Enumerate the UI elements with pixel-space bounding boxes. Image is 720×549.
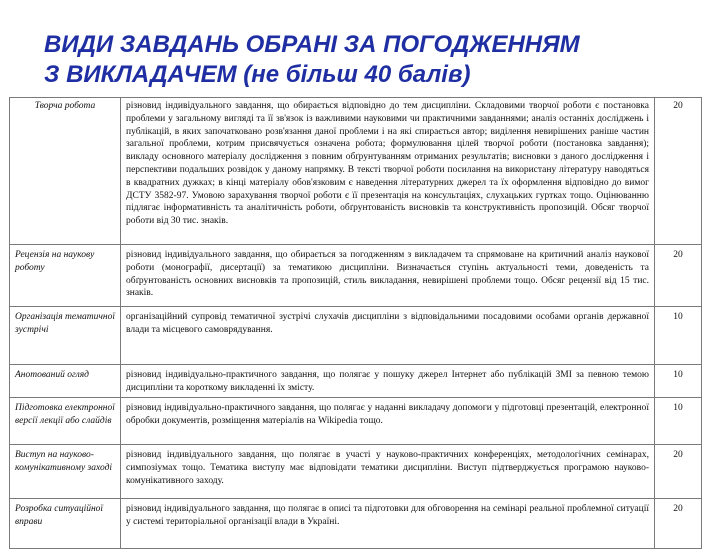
task-description: різновид індивідуального завдання, що полягає в участі у науково-практичних конференціях, методологічних семінарах, симпозіумах тощо. Тематика виступу має відповідати тематики дисципліни. Виступ підтверджується програмою науково-комунікативного заходу. xyxy=(121,445,655,499)
table-row xyxy=(10,365,702,398)
task-name: Організація тематичної зустрічі xyxy=(10,307,121,365)
task-description: різновид індивідуально-практичного завдання, що полягає у наданні викладачу допомоги у підготовці презентацій, електронної обробки документів, розміщення матеріалів на Wikipedia тощо. xyxy=(121,398,655,445)
table-row xyxy=(10,445,702,499)
task-points: 10 xyxy=(655,365,702,398)
task-name: Творча робота xyxy=(10,98,121,245)
task-description: організаційний супровід тематичної зустрічі слухачів дисципліни з відповідальними посадовими особами органів державної влади та місцевого самоврядування. xyxy=(121,307,655,365)
title-line-2: З ВИКЛАДАЧЕМ (не більш 40 балів) xyxy=(44,61,471,88)
title-line-1: ВИДИ ЗАВДАНЬ ОБРАНІ ЗА ПОГОДЖЕННЯМ xyxy=(44,31,580,58)
table-row xyxy=(10,245,702,307)
task-description: різновид індивідуального завдання, що обирається за погодженням з викладачем та спрямоване на критичний аналіз наукової роботи (монографії, дисертації) за тематикою дисципліни. Визначається ступінь актуальності теми, доведеність та обґрунтованість основних висновків та пропозицій, стиль викладання, невирішені проблеми тощо. Обсяг рецензії від 15 тис. знаків. xyxy=(121,245,655,307)
task-name: Підготовка електронної версії лекції або слайдів xyxy=(10,398,121,445)
table-row xyxy=(10,307,702,365)
task-points: 20 xyxy=(655,98,702,245)
task-points: 20 xyxy=(655,499,702,549)
task-name: Рецензія на наукову роботу xyxy=(10,245,121,307)
task-points: 10 xyxy=(655,398,702,445)
task-points: 10 xyxy=(655,307,702,365)
task-description: різновид індивідуального завдання, що полягає в описі та підготовки для обговорення на семінарі реальної проблемної ситуації у системі територіальної організації влади в Україні. xyxy=(121,499,655,549)
page-title xyxy=(44,30,704,90)
task-description: різновид індивідуально-практичного завдання, що полягає у пошуку джерел Інтернет або публікацій ЗМІ за певною темою дисципліни та короткому викладенні їх змісту. xyxy=(121,365,655,398)
task-points: 20 xyxy=(655,245,702,307)
tasks-table xyxy=(9,97,702,549)
table-row xyxy=(10,398,702,445)
task-points: 20 xyxy=(655,445,702,499)
task-name: Розробка ситуаційної вправи xyxy=(10,499,121,549)
task-name: Анотований огляд xyxy=(10,365,121,398)
task-description: різновид індивідуального завдання, що обирається відповідно до тем дисципліни. Складовими творчої роботи є постановка проблеми у загальному вигляді та її зв'язок із важливими науковими чи практичними завданнями; аналіз останніх досліджень і публікацій, в яких започатковано розв'язання даної проблеми і на які спирається автор; виділення невирішених раніше частин загальної проблеми, котрим присвячується означена робота; формулювання цілей творчої роботи (постановка завдання); викладу основного матеріалу дослідження з повним обґрунтуванням отриманих результатів; висновки з даного дослідження і перспективи подальших розвідок у даному напрямку. В тексті творчої роботи посилання на використану літературу наводяться в квадратних дужках; в кінці матеріалу обов'язковим є наведення літературних джерел та їх оформлення відповідно до вимог ДСТУ 3582-97. Умовою зарахування творчої роботи є її презентація на консультаціях, слухацьких гуртках тощо. Оцінюванню підлягає інформативність та аналітичність роботи, обґрунтованість висновків та конструктивність пропозицій. Обсяг творчої роботи від 30 тис. знаків. xyxy=(121,98,655,245)
table-row xyxy=(10,98,702,245)
task-name: Виступ на науково-комунікативному заході xyxy=(10,445,121,499)
table-row xyxy=(10,499,702,549)
